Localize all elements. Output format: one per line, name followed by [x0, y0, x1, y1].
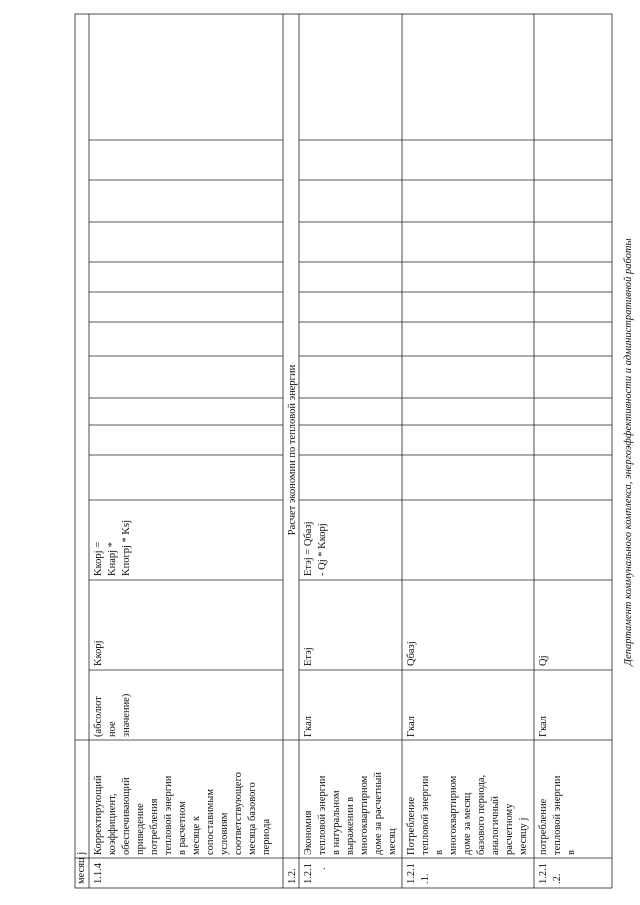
section-number: 1.2.	[287, 868, 298, 884]
svg-text:потребления: потребления	[149, 798, 160, 855]
row-name	[538, 775, 577, 855]
svg-text:сопоставимым: сопоставимым	[205, 789, 216, 855]
svg-text:- Qj * Kкорj: - Qj * Kкорj	[317, 523, 328, 576]
row-symbol: Qj	[538, 655, 549, 666]
svg-text:Kнарj *: Kнарj *	[107, 542, 118, 576]
svg-text:месяце к: месяце к	[191, 815, 202, 855]
svg-text:обеспечивающий: обеспечивающий	[121, 777, 132, 855]
svg-text:в натуральном: в натуральном	[331, 790, 342, 855]
svg-text:значение): значение)	[121, 693, 132, 737]
row-unit	[93, 693, 132, 737]
value-columns	[89, 140, 612, 455]
svg-text:расчетному: расчетному	[504, 803, 515, 855]
svg-text:коэффициент,: коэффициент,	[107, 793, 118, 855]
svg-text:условиям: условиям	[219, 812, 230, 855]
row-symbol: Eтэj	[303, 647, 314, 666]
row-number-suffix: .2.	[552, 873, 563, 884]
row-number-suffix: .	[317, 867, 328, 870]
svg-text:периода: периода	[261, 818, 272, 855]
svg-text:соответствующего: соответствующего	[233, 772, 244, 855]
row-number-suffix: .1.	[420, 873, 431, 884]
svg-text:Kпогрj * Ksj: Kпогрj * Ksj	[121, 519, 132, 576]
svg-text:доме за месяц: доме за месяц	[462, 792, 473, 855]
svg-text:тепловой энергии: тепловой энергии	[317, 775, 328, 855]
svg-text:тепловой энергии: тепловой энергии	[552, 775, 563, 855]
row-formula	[93, 520, 132, 576]
row-prev-label-text: месяц j	[76, 851, 87, 884]
row-formula	[303, 521, 328, 576]
row-name	[406, 775, 529, 855]
svg-text:Eтэj = Qбазj: Eтэj = Qбазj	[303, 521, 314, 576]
section-title: Расчет экономии по тепловой энергии	[287, 364, 298, 536]
svg-text:(абсолют: (абсолют	[93, 696, 104, 737]
svg-text:базового периода,: базового периода,	[476, 774, 487, 855]
svg-text:многоквартирном: многоквартирном	[448, 775, 459, 855]
svg-text:тепловой энергии: тепловой энергии	[163, 775, 174, 855]
row-unit: Гкал	[303, 715, 314, 737]
svg-text:Kкорj =: Kкорj =	[93, 541, 104, 576]
svg-text:приведение: приведение	[135, 803, 146, 855]
row-name	[93, 772, 272, 855]
row-prev-label	[76, 852, 87, 884]
svg-text:ное: ное	[107, 721, 118, 737]
row-1-1-4	[93, 520, 272, 884]
svg-text:аналогичный: аналогичный	[490, 795, 501, 855]
svg-text:в: в	[434, 850, 445, 855]
svg-text:в: в	[566, 850, 577, 855]
row-number: 1.2.1	[538, 863, 549, 884]
row-1-2-1-1	[406, 641, 529, 884]
row-1-2-1-2	[538, 655, 577, 884]
row-1-2-1	[303, 521, 398, 884]
svg-text:тепловой энергии: тепловой энергии	[420, 775, 431, 855]
table-grid	[75, 14, 612, 888]
row-number: 1.2.1	[406, 863, 417, 884]
table-border	[75, 14, 612, 888]
row-symbol: Qбазj	[406, 641, 417, 666]
page-footer: Департамент коммунального комплекса, энергоэффективности и административной работы	[623, 238, 634, 666]
svg-text:месяца базового: месяца базового	[247, 782, 258, 855]
row-number: 1.1.4	[93, 863, 104, 884]
svg-text:месяцу j: месяцу j	[518, 817, 529, 855]
row-unit: Гкал	[406, 715, 417, 737]
row-name	[303, 772, 398, 855]
row-unit: Гкал	[538, 715, 549, 737]
svg-text:Потребление: Потребление	[406, 796, 417, 855]
svg-text:в расчетном: в расчетном	[177, 801, 188, 855]
svg-text:Корректирующий: Корректирующий	[93, 775, 104, 855]
row-number: 1.2.1	[303, 863, 314, 884]
svg-text:Экономия: Экономия	[303, 810, 314, 855]
svg-text:доме за расчетный: доме за расчетный	[373, 772, 384, 855]
row-1-2-section	[287, 364, 298, 884]
row-symbol: Kкорj	[93, 640, 104, 666]
svg-text:месяц: месяц	[387, 828, 398, 855]
svg-text:выражении в: выражении в	[345, 796, 356, 855]
svg-text:многоквартирном: многоквартирном	[359, 775, 370, 855]
svg-text:потребление: потребление	[538, 798, 549, 855]
